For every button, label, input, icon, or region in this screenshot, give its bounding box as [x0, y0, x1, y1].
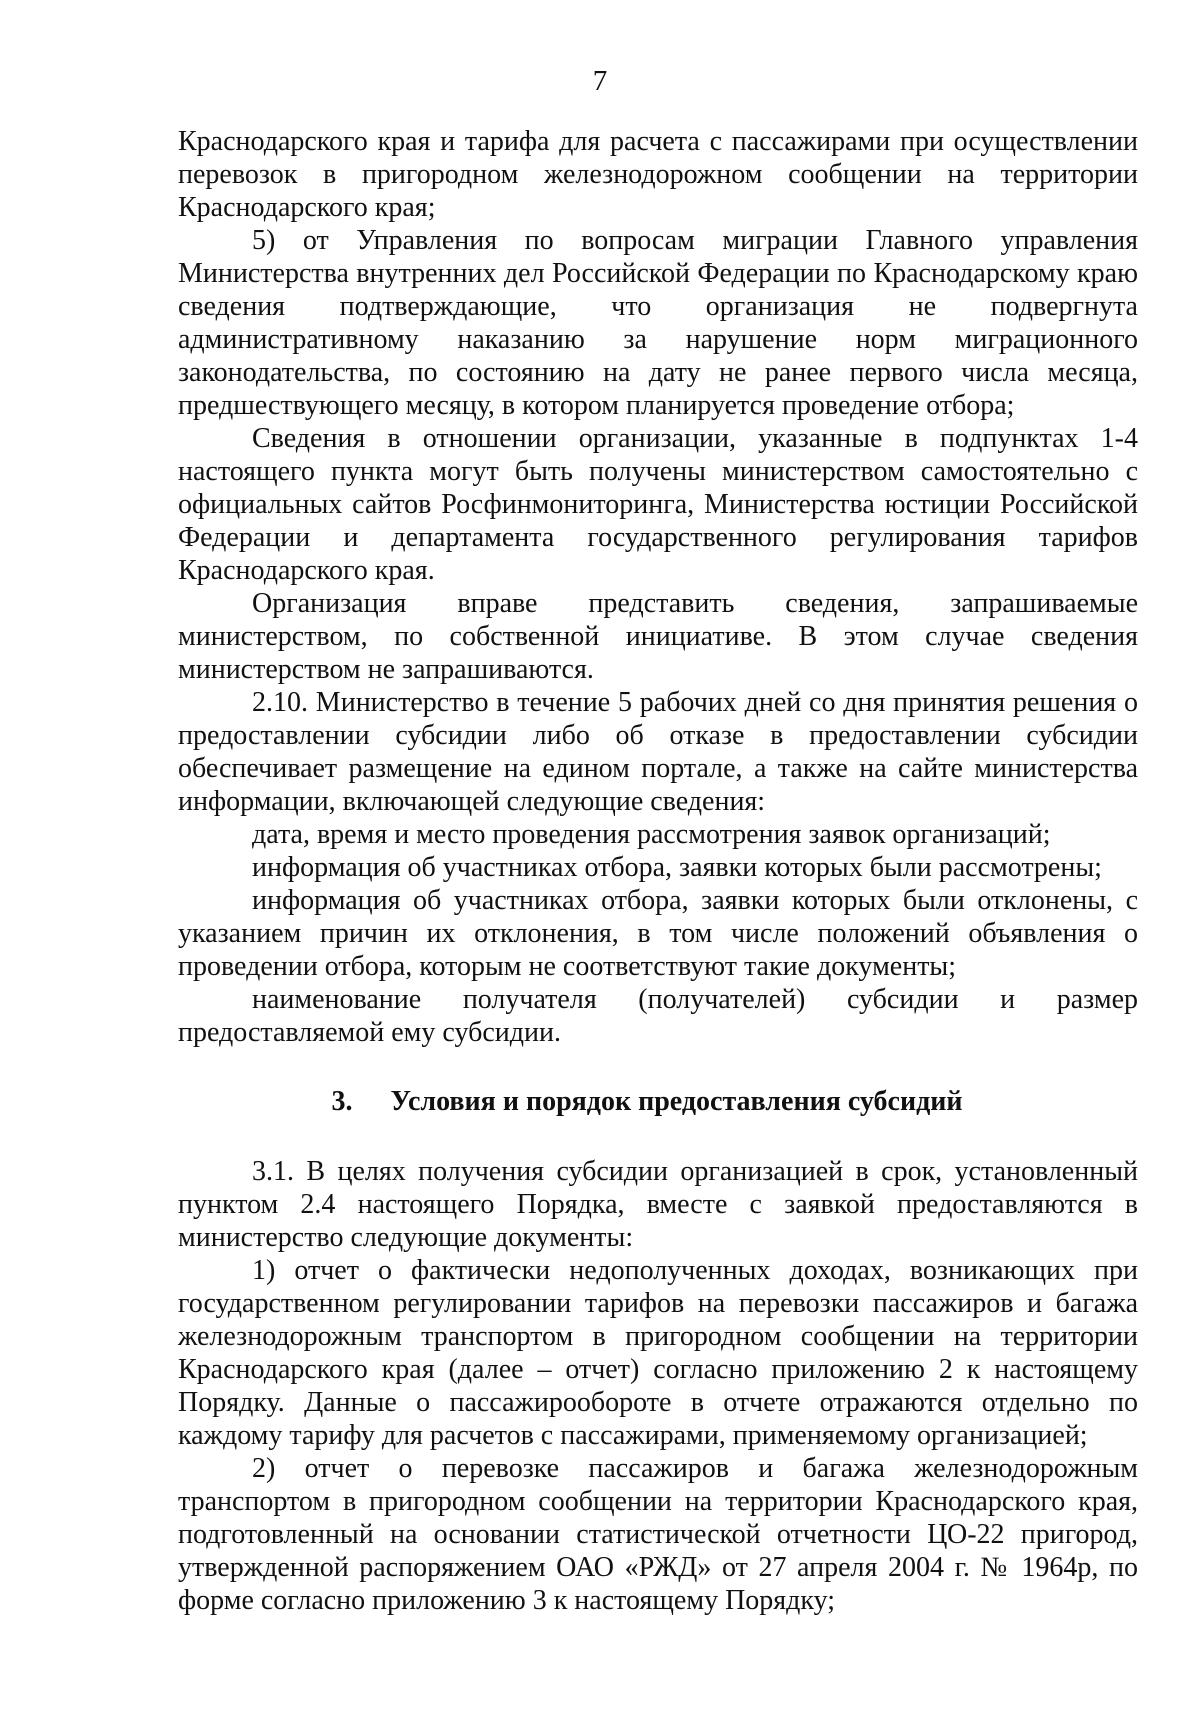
- paragraph: 2) отчет о перевозке пассажиров и багажа железнодорожным транспортом в пригородном сообщении на территории Краснодарского края, подготовленный на основании статистической отчетности ЦО-22 пригород, утвержденной распоряжением ОАО «РЖД» от 27 апреля 2004 г. № 1964р, по форме согласно приложению 3 к настоящему Порядку;: [178, 1453, 1138, 1616]
- section-title: Условия и порядок предоставления субсидий: [390, 1086, 963, 1117]
- paragraph: информация об участниках отбора, заявки которых были рассмотрены;: [252, 852, 1102, 883]
- paragraph: 3.1. В целях получения субсидии организацией в срок, установленный пунктом 2.4 настоящего Порядка, вместе с заявкой предоставляются в министерство следующие документы:: [178, 1156, 1138, 1253]
- paragraph: 2.10. Министерство в течение 5 рабочих дней со дня принятия решения о предоставлении субсидии либо об отказе в предоставлении субсидии обеспечивает размещение на едином портале, а также на сайте министерства информации, включающей следующие сведения:: [178, 687, 1138, 817]
- paragraph: Сведения в отношении организации, указанные в подпунктах 1-4 настоящего пункта могут быть получены министерством самостоятельно с официальных сайтов Росфинмониторинга, Министерства юстиции Российской Федерации и департамента государственного регулирования тарифов Краснодарского края.: [178, 423, 1138, 586]
- document-body: [178, 125, 1138, 1617]
- paragraph: Краснодарского края и тарифа для расчета с пассажирами при осуществлении перевозок в пригородном железнодорожном сообщении на территории Краснодарского края;: [178, 126, 1138, 223]
- paragraph: 1) отчет о фактически недополученных доходах, возникающих при государственном регулировании тарифов на перевозки пассажиров и багажа железнодорожным транспортом в пригородном сообщении на территории Краснодарского края (далее – отчет) согласно приложению 2 к настоящему Порядку. Данные о пассажирообороте в отчете отражаются отдельно по каждому тарифу для расчетов с пассажирами, применяемому организацией;: [178, 1255, 1138, 1451]
- page-number: 7: [592, 65, 608, 97]
- section-heading: [178, 1085, 1138, 1118]
- paragraph: наименование получателя (получателей) субсидии и размер предоставляемой ему субсидии.: [178, 984, 1138, 1048]
- paragraph: дата, время и место проведения рассмотрения заявок организаций;: [252, 819, 1051, 850]
- paragraph: 5) от Управления по вопросам миграции Главного управления Министерства внутренних дел Российской Федерации по Краснодарскому краю сведения подтверждающие, что организация не подвергнута административному наказанию за нарушение норм миграционного законодательства, по состоянию на дату не ранее первого числа месяца, предшествующего месяцу, в котором планируется проведение отбора;: [178, 225, 1138, 421]
- paragraph: Организация вправе представить сведения, запрашиваемые министерством, по собственной инициативе. В этом случае сведения министерством не запрашиваются.: [178, 588, 1138, 685]
- paragraphs-before-section: [178, 125, 1138, 1049]
- paragraphs-after-section: [178, 1155, 1138, 1617]
- section-number: 3.: [331, 1086, 353, 1117]
- paragraph: информация об участниках отбора, заявки которых были отклонены, с указанием причин их отклонения, в том числе положений объявления о проведении отбора, которым не соответствуют такие документы;: [178, 885, 1138, 982]
